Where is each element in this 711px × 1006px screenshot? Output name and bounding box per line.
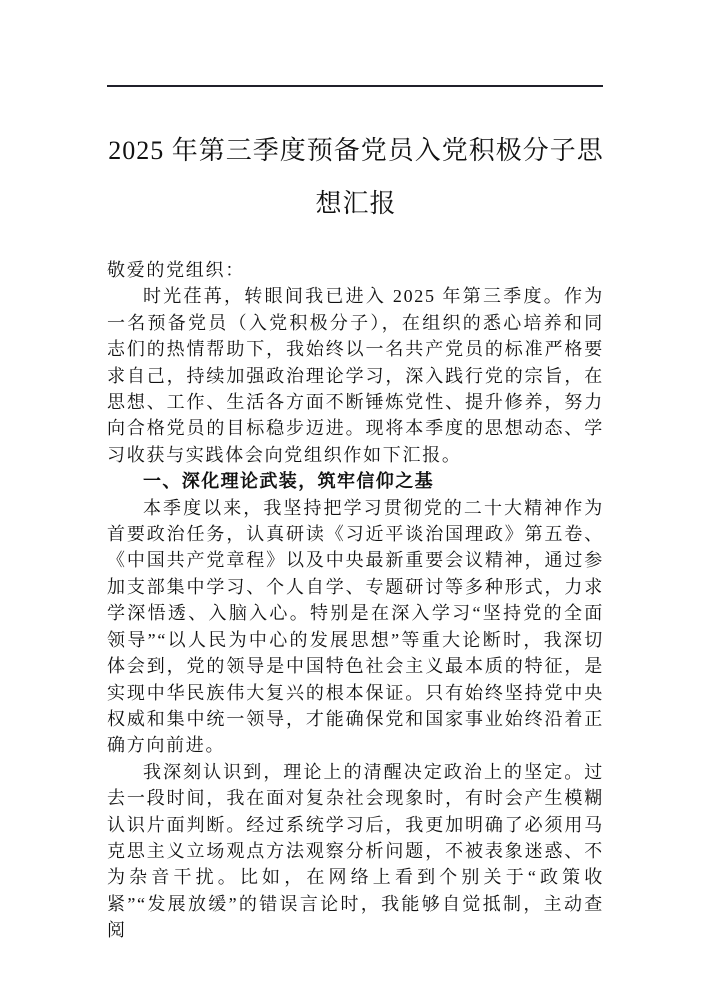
paragraph-intro: 时光荏苒，转眼间我已进入 2025 年第三季度。作为一名预备党员（入党积极分子），在组织的悉心培养和同志们的热情帮助下，我始终以一名共产党员的标准严格要求自己，持续加强政治理论学习，深入践行党的宗旨，在思想、工作、生活各方面不断锤炼党性、提升修养，努力向合格党员的目标稳步迈进。现将本季度的思想动态、学习收获与实践体会向党组织作如下汇报。 <box>107 286 604 465</box>
header-rule-line <box>107 85 603 87</box>
document-body <box>107 257 604 944</box>
section-heading-1: 一、深化理论武装，筑牢信仰之基 <box>143 471 434 492</box>
document-title: 2025 年第三季度预备党员入党积极分子思想汇报 <box>108 136 604 218</box>
paragraph-understanding: 我深刻认识到，理论上的清醒决定政治上的坚定。过去一段时间，我在面对复杂社会现象时，有时会产生模糊认识片面判断。经过系统学习后，我更加明确了必须用马克思主义立场观点方法观察分析问题，不被表象迷惑、不为杂音干扰。比如，在网络上看到个别关于“政策收紧”“发展放缓”的错误言论时，我能够自觉抵制，主动查阅 <box>107 761 604 941</box>
salutation: 敬爱的党组织： <box>107 260 245 280</box>
paragraph-theory-study: 本季度以来，我坚持把学习贯彻党的二十大精神作为首要政治任务，认真研读《习近平谈治国理政》第五卷、《中国共产党章程》以及中央最新重要会议精神，通过参加支部集中学习、个人自学、专题研讨等多种形式，力求学深悟透、入脑入心。特别是在深入学习“坚持党的全面领导”“以人民为中心的发展思想”等重大论断时，我深切体会到，党的领导是中国特色社会主义最本质的特征，是实现中华民族伟大复兴的根本保证。只有始终坚持党中央权威和集中统一领导，才能确保党和国家事业始终沿着正确方向前进。 <box>107 497 604 756</box>
